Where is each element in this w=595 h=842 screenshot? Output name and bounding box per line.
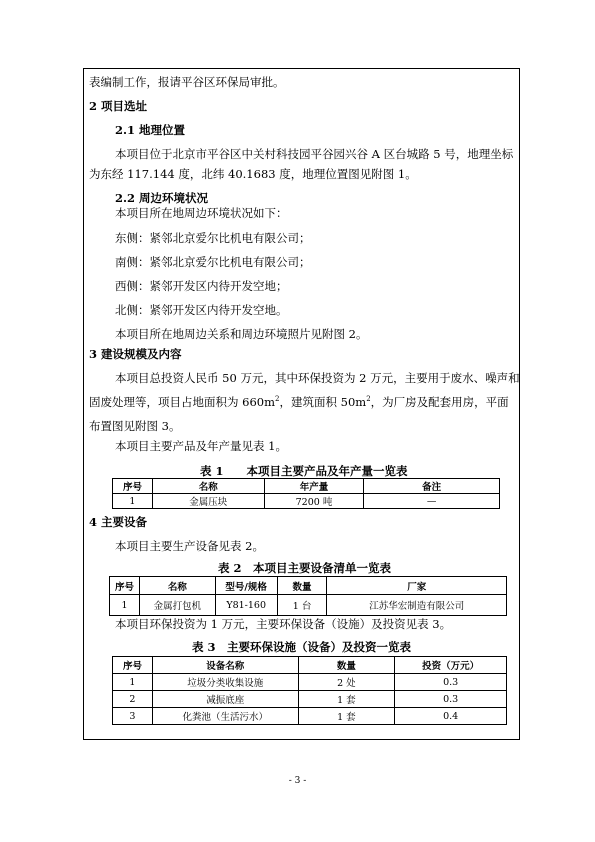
text-line: 西侧：紧邻开发区内待开发空地； bbox=[115, 279, 288, 293]
text-line: 为东经 117.144 度，北纬 40.1683 度，地理位置图见附图 1。 bbox=[89, 167, 417, 181]
table1 bbox=[112, 478, 500, 509]
table-cell: 垃圾分类收集设施 bbox=[152, 674, 298, 691]
table-row bbox=[110, 595, 507, 616]
table-cell: — bbox=[364, 494, 500, 509]
table-header-cell: 型号/规格 bbox=[215, 577, 277, 595]
text-line: 本项目所在地周边关系和周边环境照片见附图 2。 bbox=[115, 327, 368, 341]
section-heading: 3 建设规模及内容 bbox=[89, 347, 182, 361]
table-cell: 2 bbox=[113, 691, 153, 708]
table-cell: 江苏华宏制造有限公司 bbox=[327, 595, 507, 616]
text-line: 本项目所在地周边环境状况如下： bbox=[115, 206, 288, 220]
table2 bbox=[109, 576, 507, 616]
text-line: 本项目主要产品及年产量见表 1。 bbox=[115, 439, 287, 453]
table-row bbox=[113, 691, 507, 708]
text-line: 北侧：紧邻开发区内待开发空地。 bbox=[115, 303, 288, 317]
table-header-cell: 年产量 bbox=[264, 479, 364, 494]
table-cell: 0.4 bbox=[395, 708, 507, 725]
table-row bbox=[113, 708, 507, 725]
table-cell: 金属打包机 bbox=[139, 595, 215, 616]
table-cell: Y81-160 bbox=[215, 595, 277, 616]
table-cell: 7200 吨 bbox=[264, 494, 364, 509]
table-cell: 1 台 bbox=[277, 595, 327, 616]
table-header-cell: 名称 bbox=[152, 479, 264, 494]
page-number: - 3 - bbox=[288, 776, 307, 786]
table-header-cell: 厂家 bbox=[327, 577, 507, 595]
subsection-heading: 2.2 周边环境状况 bbox=[115, 191, 209, 205]
table-header-cell: 设备名称 bbox=[152, 657, 298, 674]
text-line: 布置图见附图 3。 bbox=[89, 419, 181, 433]
section-heading: 4 主要设备 bbox=[89, 515, 148, 529]
table-cell: 1 bbox=[113, 494, 153, 509]
table-cell: 1 套 bbox=[298, 708, 395, 725]
text-line: 本项目总投资人民币 50 万元，其中环保投资为 2 万元，主要用于废水、噪声和 bbox=[115, 371, 520, 385]
text-line: 本项目主要生产设备见表 2。 bbox=[115, 539, 264, 553]
table3 bbox=[112, 656, 507, 725]
table-header-row bbox=[110, 577, 507, 595]
table-header-cell: 序号 bbox=[110, 577, 140, 595]
table-cell: 金属压块 bbox=[152, 494, 264, 509]
table-header-row bbox=[113, 657, 507, 674]
text-line: 表编制工作，报请平谷区环保局审批。 bbox=[89, 75, 285, 89]
table-row bbox=[113, 494, 500, 509]
table-cell: 减振底座 bbox=[152, 691, 298, 708]
table-header-cell: 数量 bbox=[277, 577, 327, 595]
table-cell: 3 bbox=[113, 708, 153, 725]
table1-caption: 表 1 本项目主要产品及年产量一览表 bbox=[200, 464, 408, 478]
text-line: 东侧：紧邻北京爱尔比机电有限公司； bbox=[115, 231, 311, 245]
table3-caption: 表 3 主要环保设施（设备）及投资一览表 bbox=[192, 640, 412, 654]
table-header-cell: 备注 bbox=[364, 479, 500, 494]
table-cell: 1 bbox=[113, 674, 153, 691]
table-cell: 1 套 bbox=[298, 691, 395, 708]
table-cell: 1 bbox=[110, 595, 140, 616]
table-header-cell: 名称 bbox=[139, 577, 215, 595]
text-line: 本项目位于北京市平谷区中关村科技园平谷园兴谷 A 区台城路 5 号，地理坐标 bbox=[115, 147, 514, 161]
table-header-row bbox=[113, 479, 500, 494]
table-row bbox=[113, 674, 507, 691]
subsection-heading: 2.1 地理位置 bbox=[115, 123, 186, 137]
text-line: 固废处理等，项目占地面积为 $660m^2$，建筑面积 $50m^2$，为厂房及配套用房，平面 bbox=[89, 395, 509, 409]
text-line: 南侧：紧邻北京爱尔比机电有限公司； bbox=[115, 255, 311, 269]
table-header-cell: 序号 bbox=[113, 479, 153, 494]
table-header-cell: 数量 bbox=[298, 657, 395, 674]
table-cell: 0.3 bbox=[395, 691, 507, 708]
table-header-cell: 投资（万元） bbox=[395, 657, 507, 674]
table-header-cell: 序号 bbox=[113, 657, 153, 674]
section-heading: 2 项目选址 bbox=[89, 99, 148, 113]
text-line: 本项目环保投资为 1 万元，主要环保设备（设施）及投资见表 3。 bbox=[115, 617, 452, 631]
table-cell: 2 处 bbox=[298, 674, 395, 691]
table-cell: 化粪池（生活污水） bbox=[152, 708, 298, 725]
table2-caption: 表 2 本项目主要设备清单一览表 bbox=[218, 561, 392, 575]
table-cell: 0.3 bbox=[395, 674, 507, 691]
